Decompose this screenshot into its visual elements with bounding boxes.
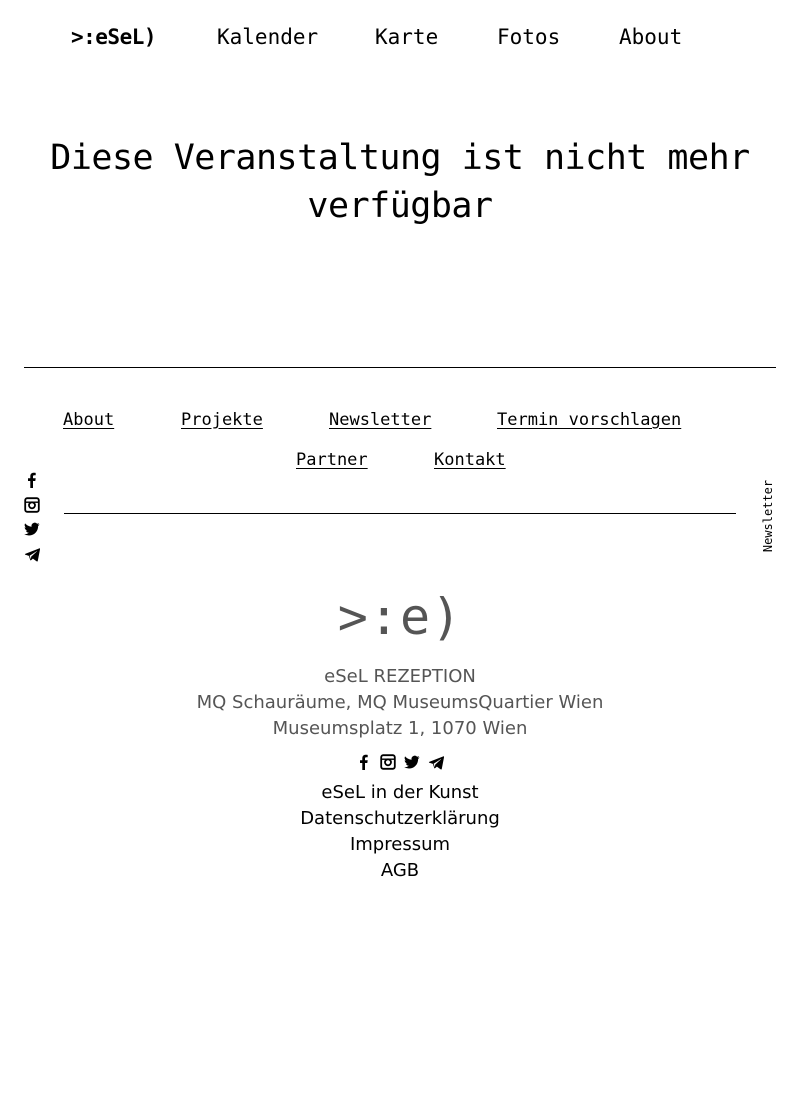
page-title: Diese Veranstaltung ist nicht mehr verfügbar [50, 138, 750, 226]
side-social-bar [24, 472, 42, 570]
facebook-icon[interactable] [356, 754, 372, 770]
legal-link-datenschutz[interactable]: Datenschutzerklärung [300, 808, 500, 829]
address-line-2: Museumsplatz 1, 1070 Wien [272, 718, 528, 739]
instagram-icon[interactable] [380, 754, 396, 770]
newsletter-tab-label: Newsletter [761, 479, 775, 553]
nav-item-karte[interactable]: Karte [375, 25, 439, 49]
facebook-icon[interactable] [24, 472, 40, 488]
footer-address [0, 664, 800, 742]
newsletter-side-tab[interactable] [756, 475, 780, 557]
twitter-icon[interactable] [24, 521, 40, 537]
top-navigation [0, 22, 800, 52]
nav-item-fotos[interactable]: Fotos [497, 25, 561, 49]
telegram-icon[interactable] [24, 546, 40, 562]
address-line-1: MQ Schauräume, MQ MuseumsQuartier Wien [196, 692, 604, 713]
footer-social-icons [0, 754, 800, 772]
legal-link-agb[interactable]: AGB [380, 860, 420, 881]
nav-item-about[interactable]: About [619, 25, 683, 49]
footer-link-about[interactable]: About [63, 410, 115, 430]
footer-link-partner[interactable]: Partner [296, 450, 368, 470]
legal-link-esel-in-der-kunst[interactable]: eSeL in der Kunst [321, 782, 479, 803]
nav-item-kalender[interactable]: Kalender [217, 25, 319, 49]
twitter-icon[interactable] [404, 754, 420, 770]
site-logo-link[interactable]: >:eSeL) [71, 25, 157, 49]
footer-link-kontakt[interactable]: Kontakt [434, 450, 506, 470]
footer-divider [64, 513, 736, 514]
main-divider [24, 367, 776, 368]
legal-links [0, 780, 800, 884]
address-name: eSeL REZEPTION [324, 666, 476, 687]
footer-link-newsletter[interactable]: Newsletter [329, 410, 432, 430]
legal-link-impressum[interactable]: Impressum [349, 834, 451, 855]
footer-link-projekte[interactable]: Projekte [181, 410, 263, 430]
instagram-icon[interactable] [24, 497, 40, 513]
footer-logo: >:e) [337, 588, 463, 646]
telegram-icon[interactable] [428, 754, 444, 770]
footer-link-termin-vorschlagen[interactable]: Termin vorschlagen [497, 410, 682, 430]
